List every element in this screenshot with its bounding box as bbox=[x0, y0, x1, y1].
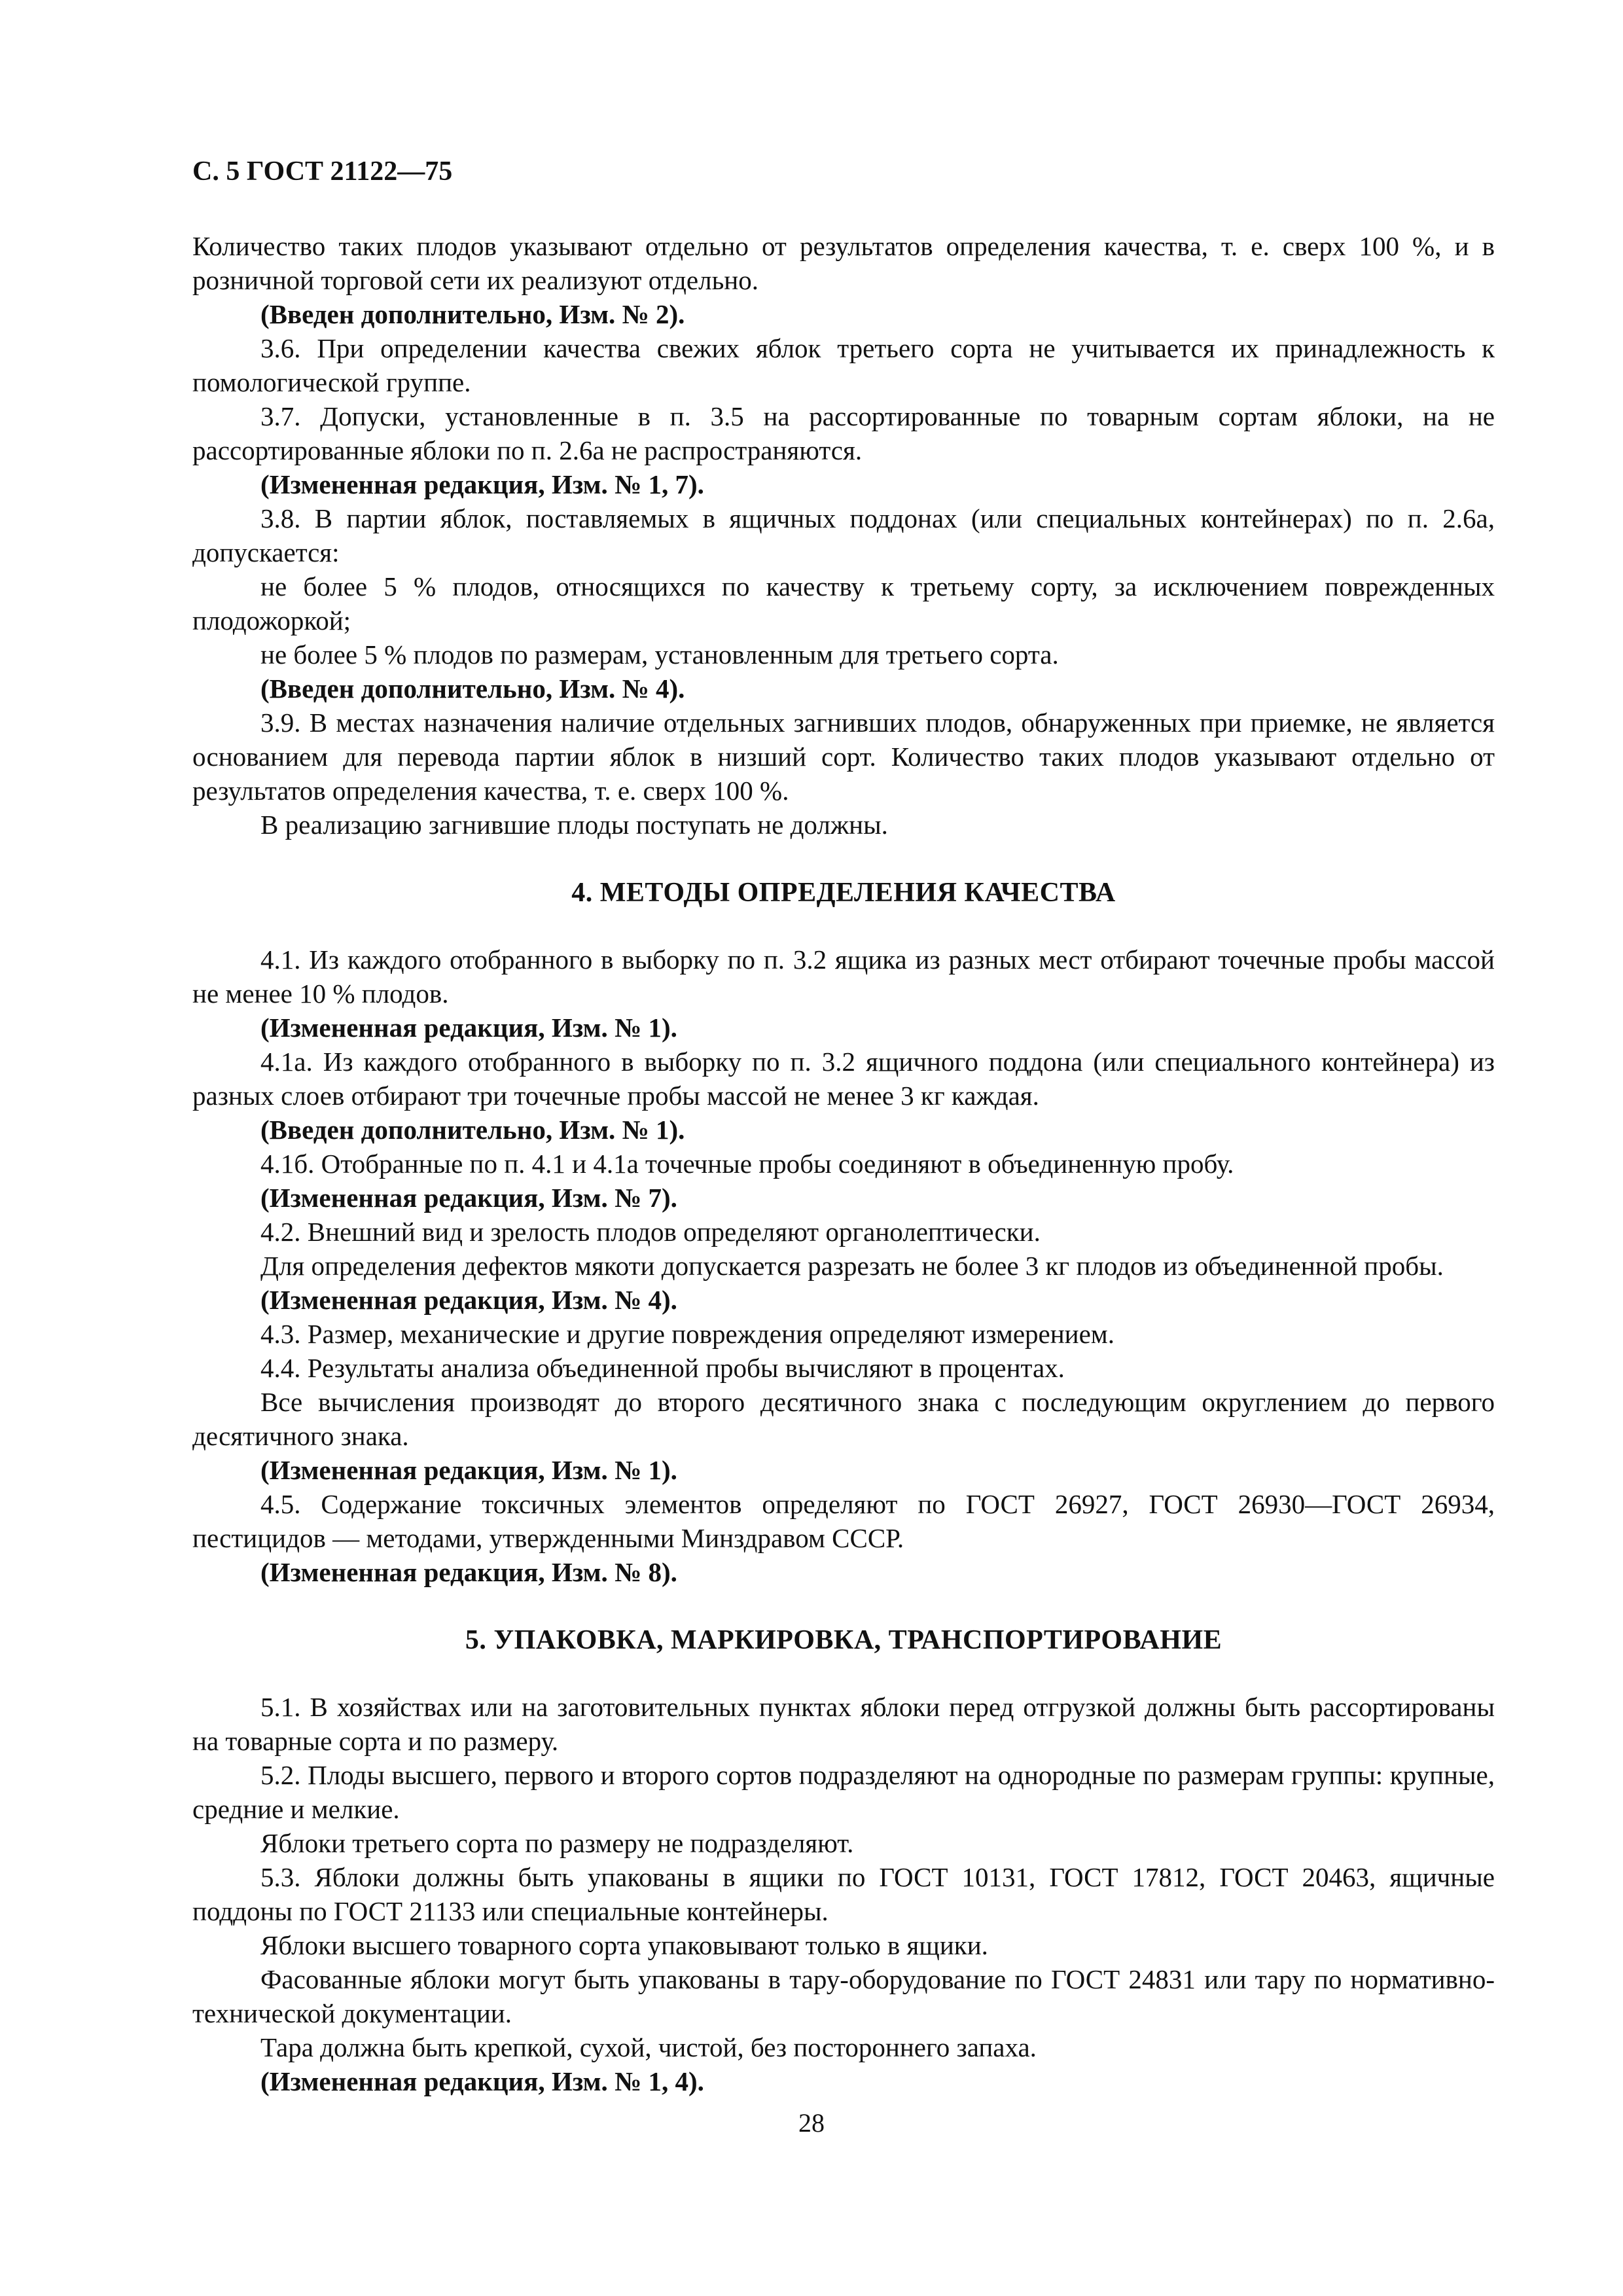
amendment-note: (Введен дополнительно, Изм. № 2). bbox=[260, 299, 685, 329]
amendment-note: (Измененная редакция, Изм. № 4). bbox=[260, 1285, 677, 1315]
paragraph: 3.9. В местах назначения наличие отдельных загнивших плодов, обнаруженных при приемке, не является основанием для перевода партии яблок в низший сорт. Количество таких плодов указывают отдельно от результатов определения качества, т. е. сверх 100 %. bbox=[192, 708, 1495, 806]
amendment-note: (Измененная редакция, Изм. № 8). bbox=[260, 1557, 677, 1587]
paragraph: 3.7. Допуски, установленные в п. 3.5 на рассортированные по товарным сортам яблоки, на не рассортированные яблоки по п. 2.6а не распространяются. bbox=[192, 401, 1495, 465]
paragraph: не более 5 % плодов по размерам, установленным для третьего сорта. bbox=[260, 639, 1059, 670]
page-header: С. 5 ГОСТ 21122—75 bbox=[192, 156, 453, 187]
paragraph: 5.2. Плоды высшего, первого и второго сортов подразделяют на однородные по размерам группы: крупные, средние и мелкие. bbox=[192, 1760, 1495, 1824]
paragraph: 4.3. Размер, механические и другие повреждения определяют измерением. bbox=[260, 1319, 1115, 1349]
paragraph: 4.1. Из каждого отобранного в выборку по п. 3.2 ящика из разных мест отбирают точечные пробы массой не менее 10 % плодов. bbox=[192, 944, 1495, 1009]
paragraph: Для определения дефектов мякоти допускается разрезать не более 3 кг плодов из объединенной пробы. bbox=[260, 1251, 1444, 1281]
paragraph: 5.1. В хозяйствах или на заготовительных пунктах яблоки перед отгрузкой должны быть рассортированы на товарные сорта и по размеру. bbox=[192, 1692, 1495, 1756]
section-heading: 5. УПАКОВКА, МАРКИРОВКА, ТРАНСПОРТИРОВАНИЕ bbox=[465, 1625, 1222, 1655]
paragraph: В реализацию загнившие плоды поступать не должны. bbox=[260, 810, 888, 840]
paragraph: 4.1б. Отобранные по п. 4.1 и 4.1а точечные пробы соединяют в объединенную пробу. bbox=[260, 1149, 1234, 1179]
amendment-note: (Измененная редакция, Изм. № 7). bbox=[260, 1183, 677, 1213]
page-number: 28 bbox=[798, 2108, 825, 2138]
paragraph: Количество таких плодов указывают отдельно от результатов определения качества, т. е. сверх 100 %, и в розничной торговой сети их реализуют отдельно. bbox=[192, 231, 1495, 295]
paragraph: Яблоки высшего товарного сорта упаковывают только в ящики. bbox=[260, 1930, 988, 1960]
paragraph: 5.3. Яблоки должны быть упакованы в ящики по ГОСТ 10131, ГОСТ 17812, ГОСТ 20463, ящичные поддоны по ГОСТ 21133 или специальные контейнеры. bbox=[192, 1862, 1495, 1926]
paragraph: 3.6. При определении качества свежих яблок третьего сорта не учитывается их принадлежность к помологической группе. bbox=[192, 333, 1495, 397]
paragraph: 3.8. В партии яблок, поставляемых в ящичных поддонах (или специальных контейнерах) по п. 2.6а, допускается: bbox=[192, 503, 1495, 567]
amendment-note: (Измененная редакция, Изм. № 1). bbox=[260, 1013, 677, 1043]
amendment-note: (Измененная редакция, Изм. № 1, 7). bbox=[260, 469, 704, 499]
paragraph: 4.1а. Из каждого отобранного в выборку по п. 3.2 ящичного поддона (или специального контейнера) из разных слоев отбирают три точечные пробы массой не менее 3 кг каждая. bbox=[192, 1047, 1495, 1111]
amendment-note: (Измененная редакция, Изм. № 1). bbox=[260, 1455, 677, 1485]
paragraph: Тара должна быть крепкой, сухой, чистой, без постороннего запаха. bbox=[260, 2032, 1037, 2062]
paragraph: 4.2. Внешний вид и зрелость плодов определяют органолептически. bbox=[260, 1217, 1041, 1247]
amendment-note: (Введен дополнительно, Изм. № 1). bbox=[260, 1115, 685, 1145]
paragraph: Яблоки третьего сорта по размеру не подразделяют. bbox=[260, 1828, 854, 1858]
amendment-note: (Введен дополнительно, Изм. № 4). bbox=[260, 673, 685, 704]
section-heading: 4. МЕТОДЫ ОПРЕДЕЛЕНИЯ КАЧЕСТВА bbox=[571, 878, 1116, 908]
paragraph: 4.5. Содержание токсичных элементов определяют по ГОСТ 26927, ГОСТ 26930—ГОСТ 26934, пестицидов — методами, утвержденными Минздравом СССР. bbox=[192, 1489, 1495, 1553]
paragraph: Фасованные яблоки могут быть упакованы в тару-оборудование по ГОСТ 24831 или тару по нормативно-технической документации. bbox=[192, 1964, 1495, 2028]
document-body bbox=[192, 229, 1495, 2098]
paragraph: Все вычисления производят до второго десятичного знака с последующим округлением до первого десятичного знака. bbox=[192, 1387, 1495, 1451]
paragraph: не более 5 % плодов, относящихся по качеству к третьему сорту, за исключением поврежденных плодожоркой; bbox=[192, 571, 1495, 636]
amendment-note: (Измененная редакция, Изм. № 1, 4). bbox=[260, 2066, 704, 2096]
paragraph: 4.4. Результаты анализа объединенной пробы вычисляют в процентах. bbox=[260, 1353, 1065, 1383]
